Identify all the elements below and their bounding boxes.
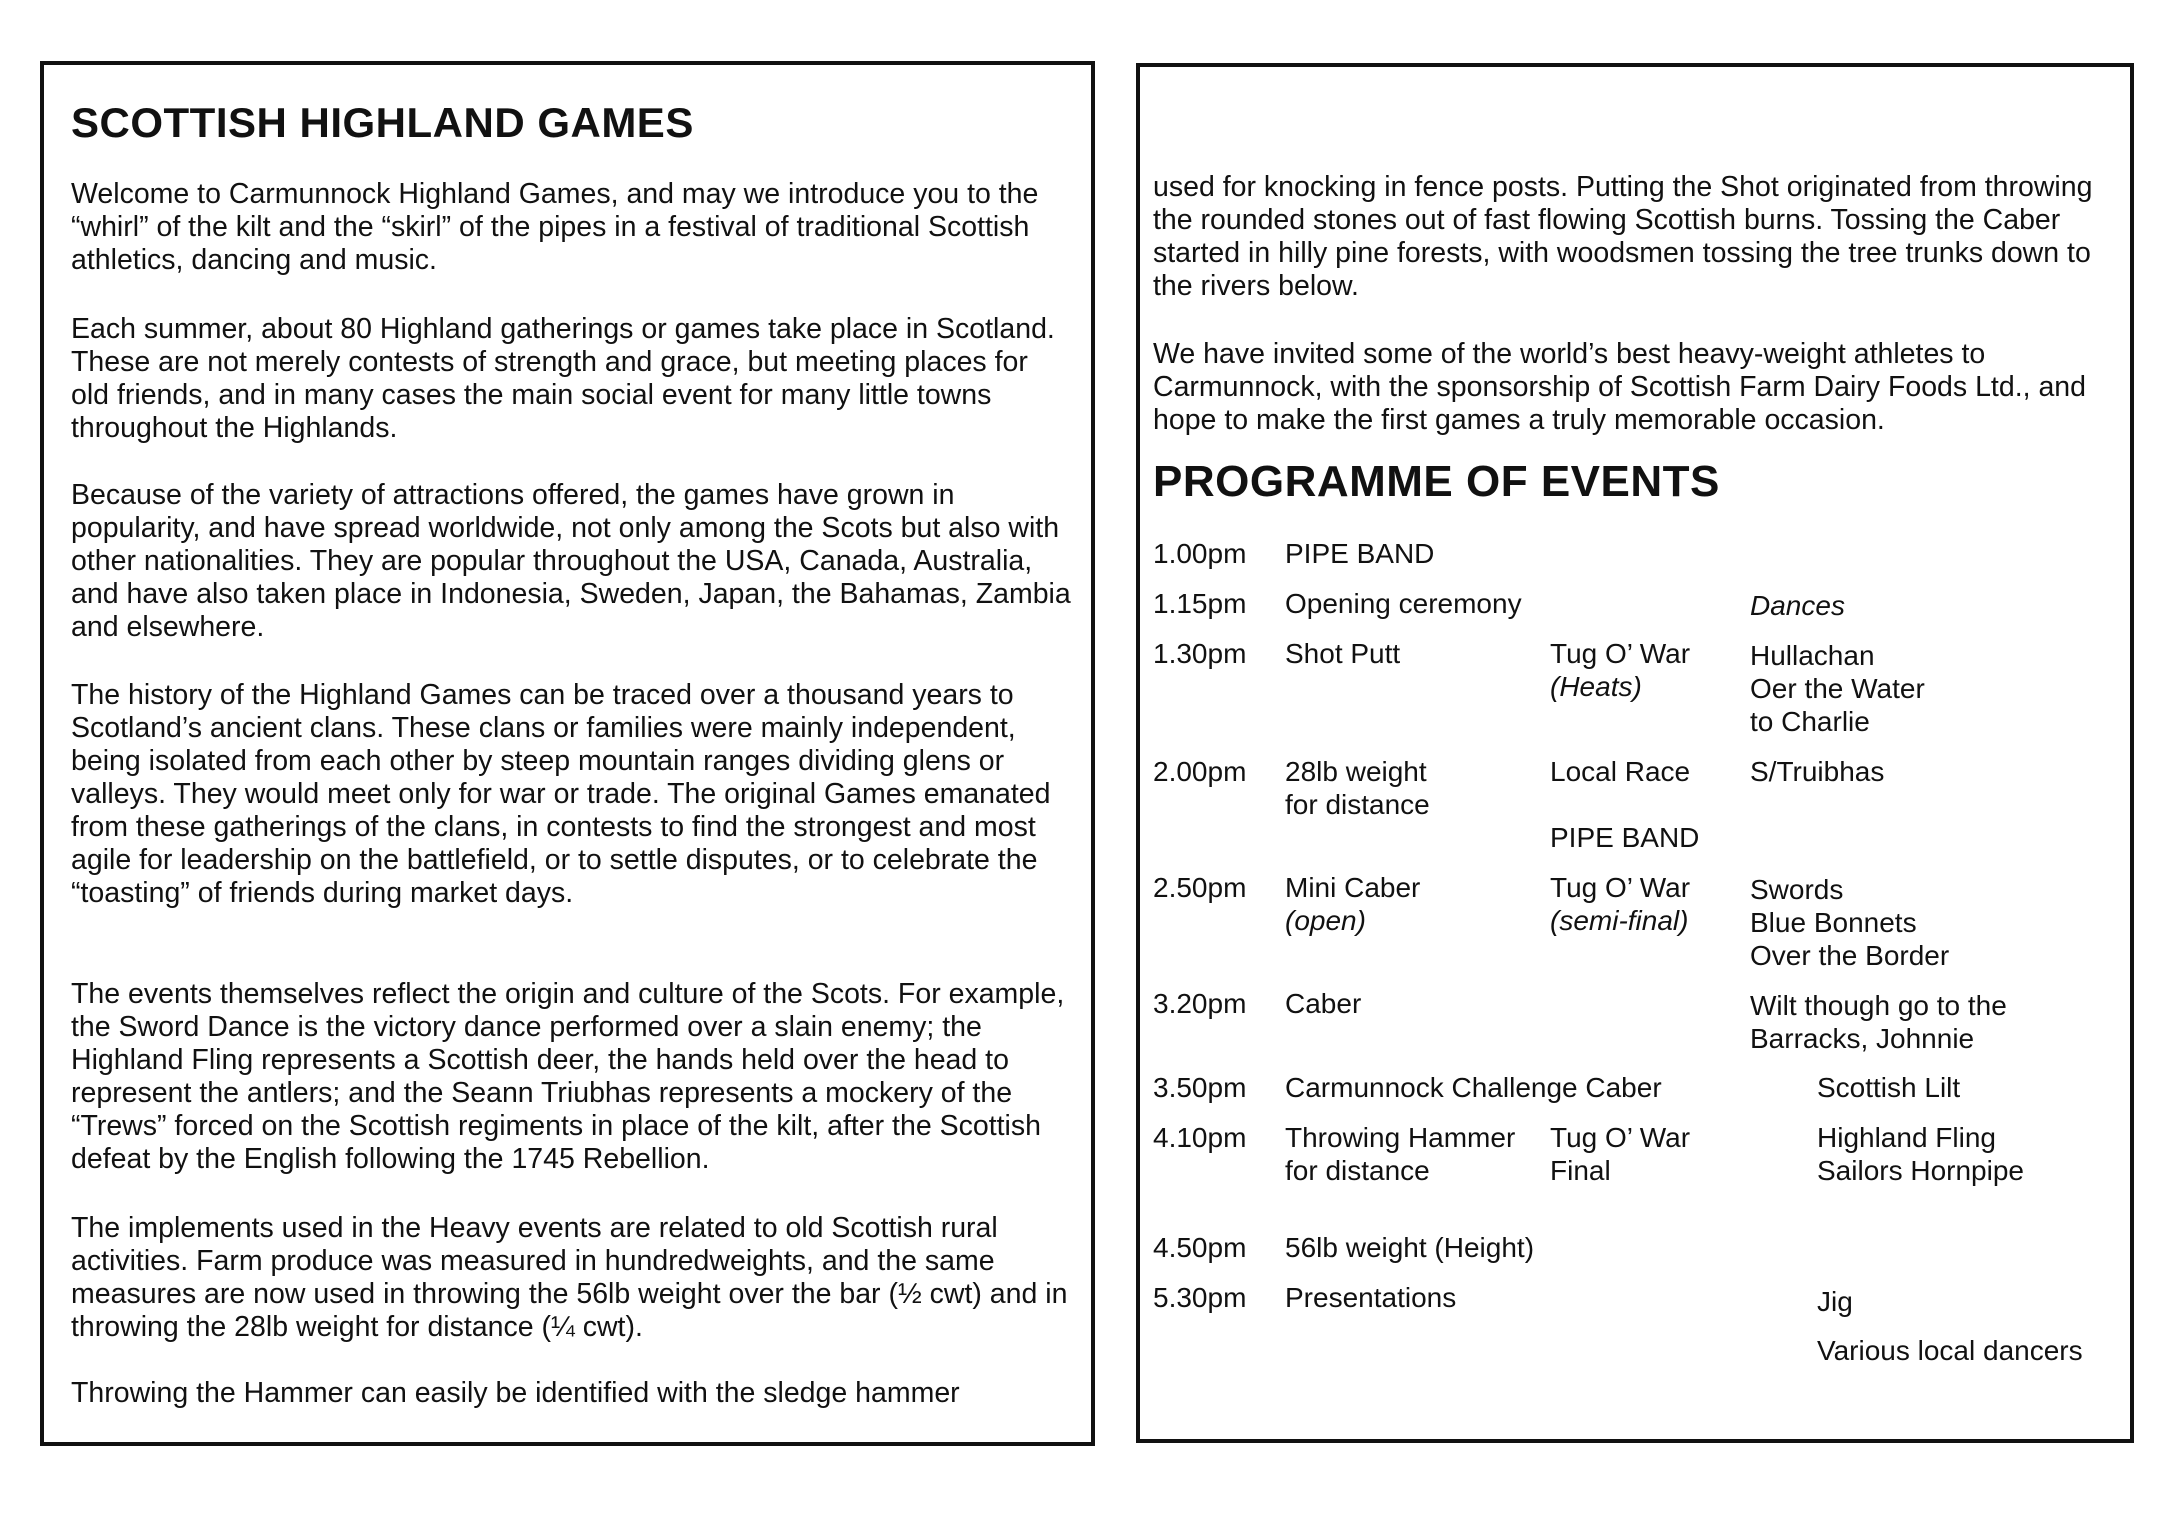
dance-cell: S/Truibhas xyxy=(1750,756,1885,787)
event-cell: for distance xyxy=(1285,789,1430,820)
right-page-panel xyxy=(1136,63,2134,1443)
event-cell: 28lb weight xyxy=(1285,756,1427,787)
time-cell: 4.10pm xyxy=(1153,1122,1247,1153)
secondary-event-cell: Tug O’ War xyxy=(1550,872,1691,903)
dance-cell: Sailors Hornpipe xyxy=(1817,1155,2024,1186)
dance-cell: Swords xyxy=(1750,874,1844,905)
secondary-event-note: (Heats) xyxy=(1550,671,1642,702)
dance-cell: Oer the Water xyxy=(1750,673,1925,704)
time-cell: 1.15pm xyxy=(1153,588,1247,619)
dance-cell: Over the Border xyxy=(1750,940,1950,971)
programme-title: PROGRAMME OF EVENTS xyxy=(1153,457,1720,506)
dance-cell: Highland Fling xyxy=(1817,1122,1996,1153)
event-cell: Presentations xyxy=(1285,1282,1457,1313)
secondary-event-cell: Tug O’ War xyxy=(1550,638,1691,669)
continued-paragraph: used for knocking in fence posts. Putting the Shot originated from throwing the rounded stones out of fast flowing Scottish burns. Tossing the Caber started in hilly pine forests, with woodsmen tossing the tree trunks down to the rivers below. xyxy=(1153,171,2093,302)
sponsorship-paragraph: We have invited some of the world’s best heavy-weight athletes to Carmunnock, with the sponsorship of Scottish Farm Dairy Foods Ltd., and hope to make the first games a truly memorable occasion. xyxy=(1153,338,2086,436)
event-cell: Caber xyxy=(1285,988,1362,1019)
time-cell: 1.00pm xyxy=(1153,538,1247,569)
event-cell: 56lb weight (Height) xyxy=(1285,1232,1535,1263)
dance-cell: to Charlie xyxy=(1750,706,1870,737)
time-cell: 3.50pm xyxy=(1153,1072,1247,1103)
event-cell: Shot Putt xyxy=(1285,638,1401,669)
time-cell: 2.00pm xyxy=(1153,756,1247,787)
secondary-event-cell: PIPE BAND xyxy=(1550,822,1700,853)
time-cell: 3.20pm xyxy=(1153,988,1247,1019)
event-cell: Throwing Hammer xyxy=(1285,1122,1516,1153)
left-page-panel xyxy=(40,61,1095,1446)
implements-paragraph: The implements used in the Heavy events are related to old Scottish rural activities. Farm produce was measured in hundredweights, and the same measures are now used in throwing the 56lb weight over the bar (½ cwt) and in throwing the 28lb weight for distance (¼ cwt). xyxy=(71,1212,1068,1343)
event-cell: PIPE BAND xyxy=(1285,538,1435,569)
time-cell: 5.30pm xyxy=(1153,1282,1247,1313)
dance-cell: Scottish Lilt xyxy=(1817,1072,1961,1103)
event-cell: Carmunnock Challenge Caber xyxy=(1285,1072,1662,1103)
event-cell: for distance xyxy=(1285,1155,1430,1186)
time-cell: 1.30pm xyxy=(1153,638,1247,669)
dance-cell: Hullachan xyxy=(1750,640,1875,671)
hammer-paragraph: Throwing the Hammer can easily be identified with the sledge hammer xyxy=(71,1377,960,1409)
dance-cell: Wilt though go to the xyxy=(1750,990,2007,1021)
event-cell: Mini Caber xyxy=(1285,872,1421,903)
popularity-paragraph: Because of the variety of attractions offered, the games have grown in popularity, and have spread worldwide, not only among the Scots but also with other nationalities. They are popular throughout the USA, Canada, Australia, and have also taken place in Indonesia, Sweden, Japan, the Bahamas, Zambia and elsewhere. xyxy=(71,479,1071,643)
time-cell: 4.50pm xyxy=(1153,1232,1247,1263)
summer-paragraph: Each summer, about 80 Highland gatherings or games take place in Scotland. These are not merely contests of strength and grace, but meeting places for old friends, and in many cases the main social event for many little towns throughout the Highlands. xyxy=(71,313,1055,444)
secondary-event-cell: Local Race xyxy=(1550,756,1691,787)
secondary-event-note: (semi-final) xyxy=(1550,905,1689,936)
dance-cell: Jig xyxy=(1817,1286,1853,1317)
secondary-event-cell: Final xyxy=(1550,1155,1611,1186)
intro-paragraph: Welcome to Carmunnock Highland Games, and may we introduce you to the “whirl” of the kilt and the “skirl” of the pipes in a festival of traditional Scottish athletics, dancing and music. xyxy=(71,178,1039,276)
dance-cell: Various local dancers xyxy=(1817,1335,2083,1366)
dance-cell: Blue Bonnets xyxy=(1750,907,1917,938)
dances-heading: Dances xyxy=(1750,590,1845,621)
events-paragraph: The events themselves reflect the origin and culture of the Scots. For example, the Sword Dance is the victory dance performed over a slain enemy; the Highland Fling represents a Scottish deer, the hands held over the head to represent the antlers; and the Seann Triubhas represents a mockery of the “Trews” forced on the Scottish regiments in place of the kilt, after the Scottish defeat by the English following the 1745 Rebellion. xyxy=(71,978,1065,1175)
event-cell: Opening ceremony xyxy=(1285,588,1522,619)
secondary-event-cell: Tug O’ War xyxy=(1550,1122,1691,1153)
dance-cell: Barracks, Johnnie xyxy=(1750,1023,1975,1054)
time-cell: 2.50pm xyxy=(1153,872,1247,903)
history-paragraph: The history of the Highland Games can be traced over a thousand years to Scotland’s ancient clans. These clans or families were mainly independent, being isolated from each other by steep mountain ranges dividing glens or valleys. They would meet only for war or trade. The original Games emanated from these gatherings of the clans, in contests to find the strongest and most agile for leadership on the battlefield, or to settle disputes, or to celebrate the “toasting” of friends during market days. xyxy=(71,679,1051,909)
event-note: (open) xyxy=(1285,905,1366,936)
page-title: SCOTTISH HIGHLAND GAMES xyxy=(71,99,694,146)
